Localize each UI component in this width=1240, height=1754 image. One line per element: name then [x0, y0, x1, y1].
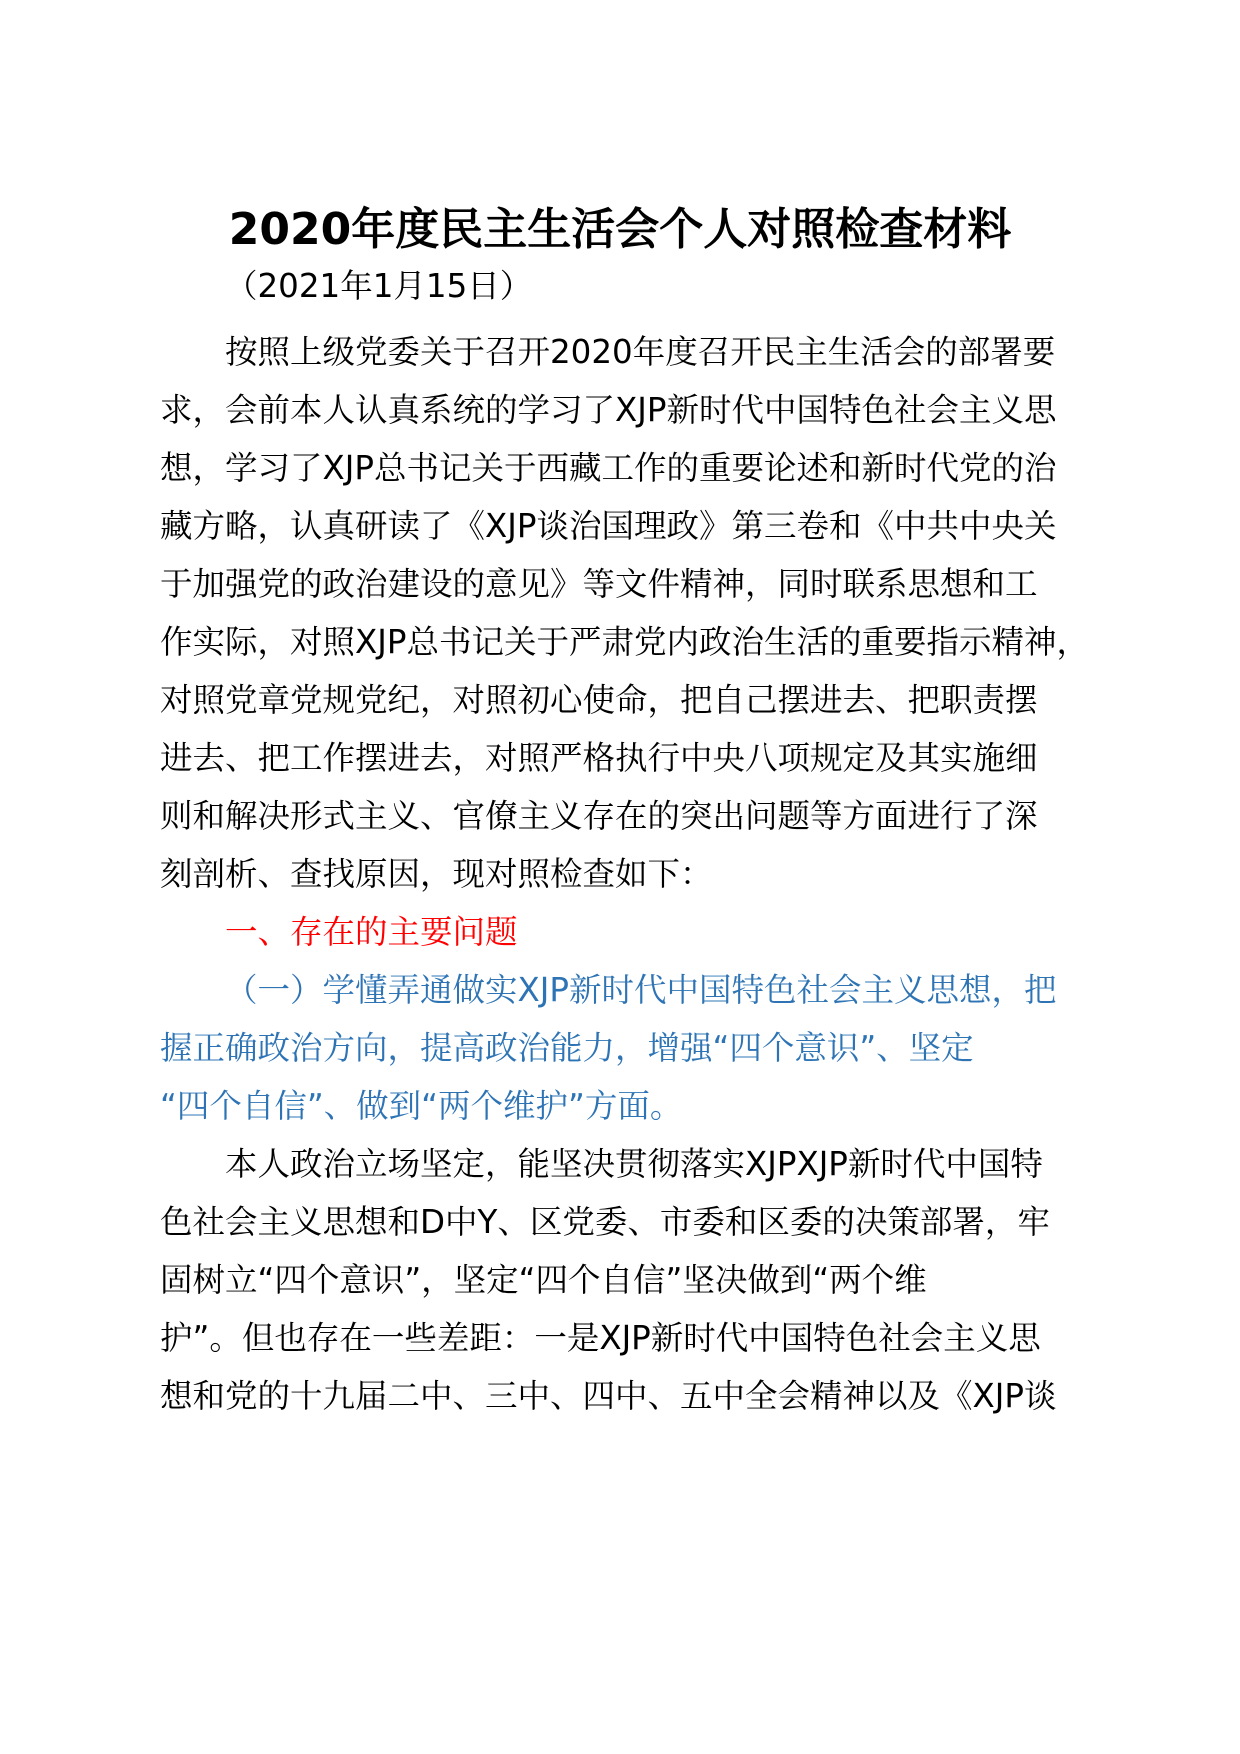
section-heading: 一、存在的主要问题: [225, 913, 518, 951]
subsection-heading-line: “四个自信”、做到“两个维护”方面。: [160, 1087, 683, 1125]
subsection-heading-line: （一）学懂弄通做实XJP新时代中国特色社会主义思想，把: [225, 971, 1057, 1009]
paragraph-line: 本人政治立场坚定，能坚决贯彻落实XJPXJP新时代中国特: [225, 1145, 1043, 1183]
paragraph-line: 想和党的十九届二中、三中、四中、五中全会精神以及《XJP谈: [160, 1377, 1057, 1415]
paragraph-line: 则和解决形式主义、官僚主义存在的突出问题等方面进行了深: [160, 797, 1038, 835]
document-date: （2021年1月15日）: [225, 267, 533, 305]
paragraph-line: 求，会前本人认真系统的学习了XJP新时代中国特色社会主义思: [160, 391, 1057, 429]
paragraph-line: 固树立“四个意识”，坚定“四个自信”坚决做到“两个维: [160, 1261, 927, 1299]
paragraph-line: 作实际，对照XJP总书记关于严肃党内政治生活的重要指示精神，: [160, 623, 1089, 661]
paragraph-line: 对照党章党规党纪，对照初心使命，把自己摆进去、把职责摆: [160, 681, 1038, 719]
paragraph-line: 于加强党的政治建设的意见》等文件精神，同时联系思想和工: [160, 565, 1038, 603]
paragraph-line: 刻剖析、查找原因，现对照检查如下：: [160, 855, 713, 893]
paragraph-line: 藏方略，认真研读了《XJP谈治国理政》第三卷和《中共中央关: [160, 507, 1057, 545]
paragraph-line: 色社会主义思想和D中Y、区党委、市委和区委的决策部署，牢: [160, 1203, 1050, 1241]
paragraph-line: 进去、把工作摆进去，对照严格执行中央八项规定及其实施细: [160, 739, 1038, 777]
paragraph-line: 想，学习了XJP总书记关于西藏工作的重要论述和新时代党的治: [160, 449, 1057, 487]
paragraph-line: 护”。但也存在一些差距：一是XJP新时代中国特色社会主义思: [160, 1319, 1041, 1357]
paragraph-line: 按照上级党委关于召开2020年度召开民主生活会的部署要: [225, 333, 1056, 371]
document-title: 2020年度民主生活会个人对照检查材料: [228, 204, 1012, 255]
subsection-heading-line: 握正确政治方向，提高政治能力，增强“四个意识”、坚定: [160, 1029, 974, 1067]
